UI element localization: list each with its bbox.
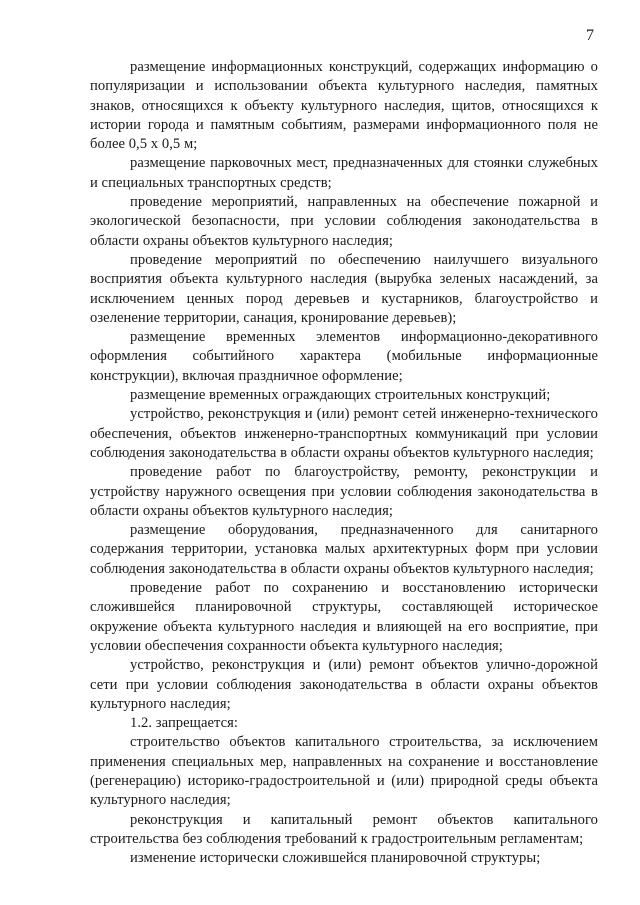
paragraph-visual-perception: проведение мероприятий по обеспечению наилучшего визуального восприятия объекта культурного наследия (вырубка зеленых насаждений, за исключением ценных пород деревьев и кустарников, благоустройство и озеленение территории, санация, кронирование деревьев); bbox=[90, 251, 598, 326]
paragraph-road-network: устройство, реконструкция и (или) ремонт объектов улично-дорожной сети при условии соблюдения законодательства в области охраны объектов культурного наследия; bbox=[90, 657, 598, 712]
paragraph-information-structures: размещение информационных конструкций, содержащих информацию о популяризации и использовании объекта культурного наследия, памятных знаков, относящихся к объекту культурного наследия, щитов, относящихся к истории города и памятным событиям, размерами информационного поля не более 0,5 х 0,5 м; bbox=[90, 59, 598, 153]
paragraph-capital-construction: строительство объектов капитального строительства, за исключением применения специальных мер, направленных на сохранение и восстановление (регенерацию) историко-градостроительной и (или) природной среды объекта культурного наследия; bbox=[90, 734, 598, 809]
paragraph-landscaping-lighting: проведение работ по благоустройству, ремонту, реконструкции и устройству наружного освещения при условии соблюдения законодательства в области охраны объектов культурного наследия; bbox=[90, 464, 598, 519]
paragraph-sanitary-equipment: размещение оборудования, предназначенного для санитарного содержания территории, установка малых архитектурных форм при условии соблюдения законодательства в области охраны объектов культурного наследия; bbox=[90, 522, 598, 577]
paragraph-parking: размещение парковочных мест, предназначенных для стоянки служебных и специальных транспортных средств; bbox=[90, 155, 598, 191]
paragraph-fire-safety: проведение мероприятий, направленных на обеспечение пожарной и экологической безопасности, при условии соблюдения законодательства в области охраны объектов культурного наследия; bbox=[90, 194, 598, 249]
section-heading-prohibited: 1.2. запрещается: bbox=[130, 715, 239, 732]
paragraph-temporary-fencing: размещение временных ограждающих строительных конструкций; bbox=[130, 387, 551, 404]
paragraph-planning-structure-change: изменение исторически сложившейся планировочной структуры; bbox=[130, 850, 541, 867]
page-number: 7 bbox=[586, 27, 594, 44]
paragraph-decorative-elements: размещение временных элементов информационно-декоративного оформления событийного характера (мобильные информационные конструкции), включая праздничное оформление; bbox=[90, 329, 598, 384]
paragraph-reconstruction-repair: реконструкция и капитальный ремонт объектов капитального строительства без соблюдения требований к градостроительным регламентам; bbox=[90, 811, 598, 847]
paragraph-engineering-networks: устройство, реконструкция и (или) ремонт сетей инженерно-технического обеспечения, объектов инженерно-транспортных коммуникаций при условии соблюдения законодательства в области охраны объектов культурного наследия; bbox=[90, 406, 598, 461]
document-body bbox=[90, 58, 598, 868]
paragraph-planning-structure-preservation: проведение работ по сохранению и восстановлению исторически сложившейся планировочной структуры, составляющей историческое окружение объекта культурного наследия и влияющей на его восприятие, при условии обеспечения сохранности объекта культурного наследия; bbox=[90, 580, 598, 654]
